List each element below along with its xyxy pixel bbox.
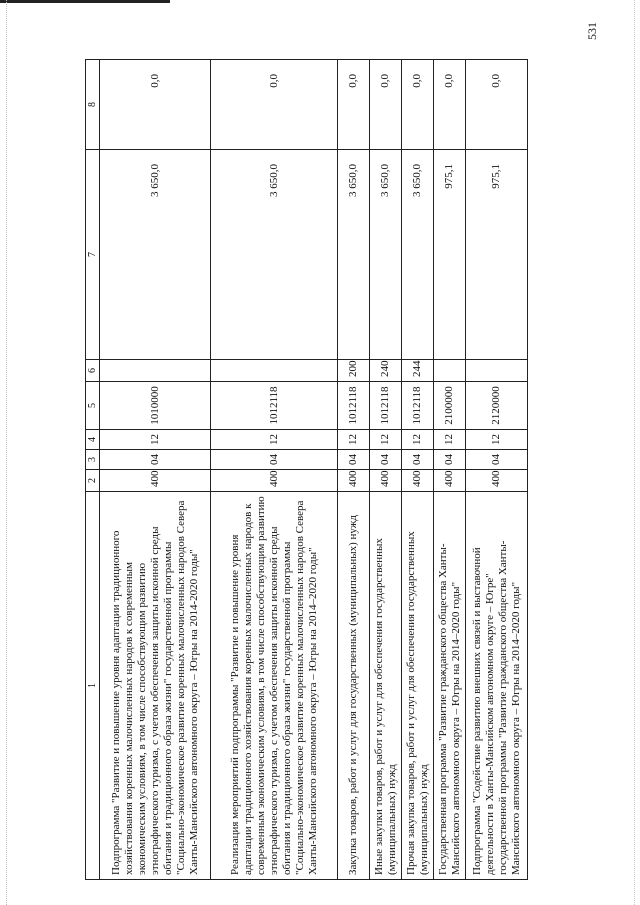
table-row [402, 60, 434, 880]
cell-expense-type [466, 360, 528, 382]
cell-ministry: 400 [466, 470, 528, 492]
header-cell: 8 [86, 60, 100, 150]
cell-amount-2: 0,0 [338, 60, 370, 150]
header-cell: 6 [86, 360, 100, 382]
cell-amount: 3 650,0 [100, 150, 211, 360]
cell-amount: 975,1 [466, 150, 528, 360]
header-cell: 1 [86, 492, 100, 880]
cell-subsection: 12 [466, 430, 528, 450]
table-row [211, 60, 338, 880]
cell-expense-type: 240 [370, 360, 402, 382]
cell-target-article: 1012118 [370, 382, 402, 430]
cell-subsection: 12 [100, 430, 211, 450]
cell-subsection: 12 [211, 430, 338, 450]
cell-amount-2: 0,0 [434, 60, 466, 150]
header-cell: 3 [86, 450, 100, 470]
cell-ministry: 400 [338, 470, 370, 492]
page-number: 531 [585, 22, 599, 40]
scan-edge-mark [0, 0, 170, 3]
row-name: Подпрограмма "Содействие развитию внешних связей и выставочной деятельности в Ханты-Мансийском автономном округе – Югре" государственной программы "Развитие гражданского общества Ханты-Мансийского автономного округа – Югры на 2014–2020 годы" [466, 492, 528, 880]
cell-amount-2: 0,0 [211, 60, 338, 150]
cell-amount: 3 650,0 [402, 150, 434, 360]
cell-expense-type [211, 360, 338, 382]
row-name: Реализация мероприятий подпрограммы "Развитие и повышение уровня адаптации традиционного хозяйствования коренных малочисленных народов к современным экономическим условиям, в том числе способствующим развитию этнографического туризма, с учетом обеспечения защиты исконной среды обитания и традиционного образа жизни" государственной программы "Социально-экономическое развитие коренных малочисленных народов Севера Ханты-Мансийского автономного округа – Югры на 2014–2020 годы" [211, 492, 338, 880]
cell-ministry: 400 [402, 470, 434, 492]
cell-section: 04 [100, 450, 211, 470]
table-row [338, 60, 370, 880]
cell-subsection: 12 [434, 430, 466, 450]
header-cell: 7 [86, 150, 100, 360]
cell-expense-type: 200 [338, 360, 370, 382]
cell-expense-type [100, 360, 211, 382]
cell-target-article: 1012118 [338, 382, 370, 430]
cell-amount: 3 650,0 [338, 150, 370, 360]
table-row [466, 60, 528, 880]
cell-amount: 975,1 [434, 150, 466, 360]
cell-section: 04 [211, 450, 338, 470]
table-row [434, 60, 466, 880]
header-cell: 4 [86, 430, 100, 450]
cell-ministry: 400 [100, 470, 211, 492]
row-name: Прочая закупка товаров, работ и услуг для обеспечения государственных (муниципальных) нужд [402, 492, 434, 880]
cell-amount-2: 0,0 [100, 60, 211, 150]
cell-section: 04 [466, 450, 528, 470]
cell-amount-2: 0,0 [466, 60, 528, 150]
cell-target-article: 2120000 [466, 382, 528, 430]
cell-section: 04 [402, 450, 434, 470]
rotated-table-container [85, 60, 545, 880]
cell-ministry: 400 [370, 470, 402, 492]
row-name: Подпрограмма "Развитие и повышение уровня адаптации традиционного хозяйствования коренных малочисленных народов к современным экономическим условиям, в том числе способствующим развитию этнографического туризма, с учетом обеспечения защиты исконной среды обитания и традиционного образа жизни" государственной программы "Социально-экономическое развитие коренных малочисленных народов Севера Ханты-Мансийского автономного округа – Югры на 2014-2020 годы" [100, 492, 211, 880]
budget-table [85, 59, 528, 880]
cell-section: 04 [370, 450, 402, 470]
cell-amount: 3 650,0 [211, 150, 338, 360]
row-name: Государственная программа "Развитие гражданского общества Ханты-Мансийского автономного округа – Югры на 2014–2020 годы" [434, 492, 466, 880]
row-name: Иные закупки товаров, работ и услуг для обеспечения государственных (муниципальных) нужд [370, 492, 402, 880]
cell-ministry: 400 [211, 470, 338, 492]
cell-ministry: 400 [434, 470, 466, 492]
row-name: Закупка товаров, работ и услуг для государственных (муниципальных) нужд [338, 492, 370, 880]
table-row [100, 60, 211, 880]
cell-target-article: 1012118 [211, 382, 338, 430]
cell-section: 04 [338, 450, 370, 470]
cell-subsection: 12 [338, 430, 370, 450]
cell-target-article: 1012118 [402, 382, 434, 430]
cell-section: 04 [434, 450, 466, 470]
cell-amount-2: 0,0 [402, 60, 434, 150]
right-scan-margin [634, 0, 636, 905]
header-row [86, 60, 100, 880]
cell-expense-type: 244 [402, 360, 434, 382]
header-cell: 2 [86, 470, 100, 492]
cell-subsection: 12 [370, 430, 402, 450]
header-cell: 5 [86, 382, 100, 430]
table-row [370, 60, 402, 880]
cell-target-article: 2100000 [434, 382, 466, 430]
cell-amount: 3 650,0 [370, 150, 402, 360]
cell-target-article: 1010000 [100, 382, 211, 430]
cell-subsection: 12 [402, 430, 434, 450]
cell-expense-type [434, 360, 466, 382]
left-scan-margin [6, 0, 8, 905]
cell-amount-2: 0,0 [370, 60, 402, 150]
